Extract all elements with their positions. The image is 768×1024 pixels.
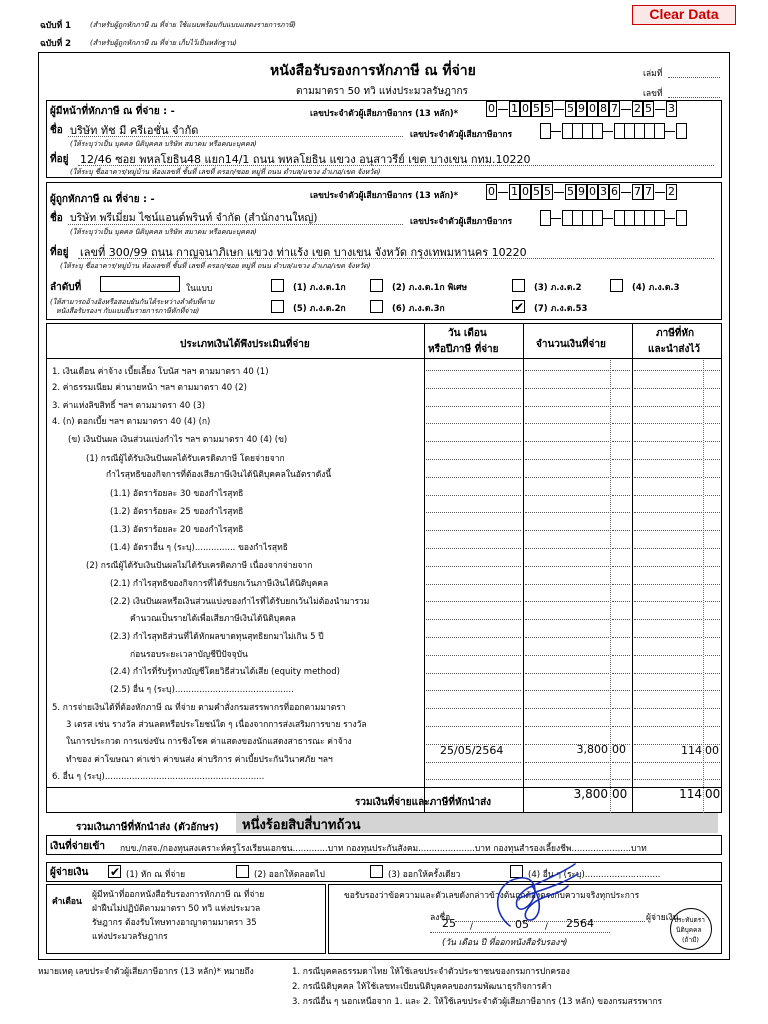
- total-label: รวมเงินที่จ่ายและภาษีที่หักนำส่ง: [355, 797, 492, 808]
- in-form-label: ในแบบ: [186, 284, 213, 294]
- table-guide-line: [612, 762, 630, 763]
- payer-type-checkbox[interactable]: [108, 865, 121, 878]
- warning-label: คำเตือน: [52, 897, 82, 907]
- form-type-checkbox[interactable]: [370, 300, 383, 313]
- income-row-label: (2.3) กำไรสุทธิส่วนที่ได้หักผลขาดทุนสุทธิยกมาไม่เกิน 5 ปี: [110, 632, 324, 642]
- taxid-digit[interactable]: 0: [488, 185, 495, 198]
- signature-icon: [480, 856, 600, 936]
- form-type-checkbox[interactable]: [271, 279, 284, 292]
- table-guide-line: [525, 512, 609, 513]
- payee-name-hint: (ให้ระบุว่าเป็น บุคคล นิติบุคคล บริษัท สมาคม หรือคณะบุคคล): [70, 228, 257, 236]
- table-guide-line: [612, 512, 630, 513]
- taxid-digit[interactable]: 7: [634, 185, 641, 198]
- form-type-option-label: (4) ภ.ง.ด.3: [632, 283, 680, 293]
- income-row-label: 2. ค่าธรรมเนียม ค่านายหน้า ฯลฯ ตามมาตรา 40 (2): [52, 383, 247, 393]
- taxid-dash: [621, 109, 631, 110]
- table-guide-line: [612, 726, 630, 727]
- taxid-dash: [621, 192, 631, 193]
- payer-sign-label: ผู้จ่ายเงิน: [646, 913, 679, 923]
- table-guide-line: [426, 601, 521, 602]
- form-type-checkbox[interactable]: [610, 279, 623, 292]
- table-guide-line: [525, 779, 609, 780]
- taxid-digit[interactable]: 6: [611, 185, 618, 198]
- cert-year[interactable]: 2564: [566, 917, 594, 930]
- table-guide-line: [634, 423, 702, 424]
- warning-line: แห่งประมวลรัษฎากร: [92, 932, 168, 942]
- table-guide-line: [426, 441, 521, 442]
- taxid-digit[interactable]: 0: [522, 102, 529, 115]
- table-guide-line: [426, 566, 521, 567]
- income-row-label: 3. ค่าแห่งลิขสิทธิ์ ฯลฯ ตามมาตรา 40 (3): [52, 401, 206, 411]
- table-guide-line: [705, 441, 720, 442]
- form-title: หนังสือรับรองการหักภาษี ณ ที่จ่าย: [270, 63, 476, 79]
- table-guide-line: [612, 548, 630, 549]
- payer-name-field[interactable]: บริษัท ทัช มี ครีเอชั่น จำกัด: [70, 124, 199, 137]
- seal-line-2: นิติบุคคล: [676, 926, 702, 934]
- col-tax-header-1: ภาษีที่หัก: [656, 328, 695, 339]
- slash-2: /: [545, 922, 548, 932]
- table-guide-line: [634, 708, 702, 709]
- taxid-digit[interactable]: 5: [544, 185, 551, 198]
- income-row-label: (ข) เงินปันผล เงินส่วนแบ่งกำไร ฯลฯ ตามมาตรา 40 (4) (ข): [68, 435, 288, 445]
- col-type-header: ประเภทเงินได้พึงประเมินที่จ่าย: [180, 339, 310, 350]
- payer-taxid-label: เลขประจำตัวผู้เสียภาษีอากร (13 หลัก)*: [310, 109, 459, 119]
- table-guide-line: [612, 601, 630, 602]
- income-row-label: คำนวณเป็นรายได้เพื่อเสียภาษีเงินได้นิติบุคคล: [130, 614, 296, 624]
- table-guide-line: [705, 370, 720, 371]
- income-row-label: กำไรสุทธิของกิจการที่ต้องเสียภาษีเงินได้นิติบุคคลในอัตราดังนี้: [106, 470, 332, 480]
- form-type-checkbox[interactable]: [370, 279, 383, 292]
- payer-address-field[interactable]: 12/46 ซอย พหลโยธิน48 แยก14/1 ถนน พหลโยธิน แขวง อนุสาวรีย์ เขต บางเขน กทม.10220: [80, 153, 531, 166]
- table-guide-line: [612, 370, 630, 371]
- payer-type-option-label: (4) อื่น ๆ (ระบุ)............................: [528, 870, 661, 880]
- table-guide-line: [426, 762, 521, 763]
- taxid2-dash: [551, 218, 561, 219]
- taxid-digit[interactable]: 3: [668, 102, 675, 115]
- table-guide-line: [705, 459, 720, 460]
- income-row-label: (2) กรณีผู้ได้รับเงินปันผลไม่ได้รับเครดิตภาษี เนื่องจากจ่ายจาก: [86, 561, 313, 571]
- payer-type-label: ผู้จ่ายเงิน: [50, 867, 89, 878]
- table-guide-line: [612, 708, 630, 709]
- table-guide-line: [426, 477, 521, 478]
- table-guide-line: [705, 388, 720, 389]
- table-guide-line: [634, 370, 702, 371]
- table-guide-line: [634, 762, 702, 763]
- table-guide-line: [634, 601, 702, 602]
- item5-amount[interactable]: 3,800: [576, 743, 608, 756]
- table-guide-line: [525, 370, 609, 371]
- table-guide-line: [705, 673, 720, 674]
- table-guide-line: [634, 655, 702, 656]
- book-no-label: เล่มที่: [643, 69, 663, 79]
- income-row-label: 6. อื่น ๆ (ระบุ)...........................................................: [52, 772, 265, 782]
- table-guide-line: [426, 459, 521, 460]
- table-guide-line: [705, 655, 720, 656]
- taxid-digit[interactable]: 0: [522, 185, 529, 198]
- table-guide-line: [525, 726, 609, 727]
- table-guide-line: [426, 423, 521, 424]
- taxid2-dash: [603, 218, 613, 219]
- words-value[interactable]: หนึ่งร้อยสิบสี่บาทถ้วน: [242, 818, 361, 833]
- table-guide-line: [525, 690, 609, 691]
- income-row-label: (2.1) กำไรสุทธิของกิจการที่ได้รับยกเว้นภาษีเงินได้นิติบุคคล: [110, 579, 329, 589]
- col-date-header-1: วัน เดือน: [448, 328, 487, 339]
- table-guide-line: [634, 548, 702, 549]
- words-label: รวมเงินภาษีที่หักนำส่ง (ตัวอักษร): [76, 822, 219, 833]
- income-row-label: (1.4) อัตราอื่น ๆ (ระบุ)............... ของกำไรสุทธิ: [110, 543, 288, 553]
- table-guide-line: [426, 726, 521, 727]
- seq-hint-1: (ให้สามารถอ้างอิงหรือสอบยันกันได้ระหว่างลำดับที่ตาม: [50, 298, 215, 306]
- fund-label: เงินที่จ่ายเข้า: [50, 841, 105, 852]
- table-guide-line: [705, 637, 720, 638]
- form-type-option-label: (7) ภ.ง.ด.53: [534, 304, 588, 314]
- payer-name-hint: (ให้ระบุว่าเป็น บุคคล นิติบุคคล บริษัท สมาคม หรือคณะบุคคล): [70, 140, 257, 148]
- table-guide-line: [426, 708, 521, 709]
- table-guide-line: [634, 637, 702, 638]
- total-tax-dec[interactable]: 00: [705, 787, 721, 801]
- table-guide-line: [634, 673, 702, 674]
- income-row-label: (2.2) เงินปันผลหรือเงินส่วนแบ่งของกำไรที่ได้รับยกเว้นไม่ต้องนำมารวม: [110, 597, 370, 607]
- table-guide-line: [705, 406, 720, 407]
- taxid2-dash: [551, 131, 561, 132]
- taxid-dash: [498, 192, 508, 193]
- payer-type-checkbox[interactable]: [370, 865, 383, 878]
- table-guide-line: [426, 388, 521, 389]
- payee-address-field[interactable]: เลขที่ 300/99 ถนน กาญจนาภิเษก แขวง ท่าแร้ง เขต บางเขน จังหวัด กรุงเทพมหานคร 10220: [80, 246, 527, 259]
- warning-line: ฝ่าฝืนไม่ปฏิบัติตามมาตรา 50 ทวิ แห่งประมวล: [92, 904, 261, 914]
- warning-line: รัษฎากร ต้องรับโทษทางอาญาตามมาตรา 35: [92, 918, 257, 928]
- table-guide-line: [612, 423, 630, 424]
- copy1-note: (สำหรับผู้ถูกหักภาษี ณ ที่จ่าย ใช้แนบพร้อมกับแบบแสดงรายการภาษี): [90, 21, 296, 29]
- taxid2-digit[interactable]: [676, 210, 687, 226]
- form-type-option-label: (3) ภ.ง.ด.2: [534, 283, 582, 293]
- taxid-dash: [554, 109, 564, 110]
- table-guide-line: [634, 388, 702, 389]
- table-guide-line: [426, 690, 521, 691]
- table-guide-line: [634, 495, 702, 496]
- taxid-digit[interactable]: 1: [511, 185, 518, 198]
- form-type-checkbox[interactable]: [271, 300, 284, 313]
- form-type-option-label: (2) ภ.ง.ด.1ก พิเศษ: [392, 283, 468, 293]
- taxid-digit[interactable]: 0: [589, 102, 596, 115]
- table-guide-line: [634, 779, 702, 780]
- taxid2-digit[interactable]: [592, 123, 603, 139]
- income-row-label: 4. (ก) ดอกเบี้ย ฯลฯ ตามมาตรา 40 (4) (ก): [52, 417, 211, 427]
- form-type-option-label: (1) ภ.ง.ด.1ก: [293, 283, 346, 293]
- taxid-digit[interactable]: 0: [488, 102, 495, 115]
- table-guide-line: [426, 370, 521, 371]
- taxid-dash: [655, 192, 665, 193]
- seq-label: ลำดับที่: [50, 282, 82, 293]
- payee-name-label: ชื่อ: [50, 213, 63, 224]
- payee-heading: ผู้ถูกหักภาษี ณ ที่จ่าย : -: [50, 194, 155, 205]
- table-guide-line: [426, 637, 521, 638]
- total-amount[interactable]: 3,800: [573, 787, 608, 801]
- table-guide-line: [525, 477, 609, 478]
- item5-tax-dec[interactable]: 00: [705, 744, 719, 757]
- table-guide-line: [426, 655, 521, 656]
- table-guide-line: [525, 495, 609, 496]
- table-guide-line: [612, 406, 630, 407]
- taxid-digit[interactable]: 5: [567, 185, 574, 198]
- payer-taxid2-label: เลขประจำตัวผู้เสียภาษีอากร: [410, 130, 513, 140]
- copy1-label: ฉบับที่ 1: [40, 21, 72, 31]
- table-guide-line: [612, 477, 630, 478]
- table-guide-line: [525, 548, 609, 549]
- payee-taxid-label: เลขประจำตัวผู้เสียภาษีอากร (13 หลัก)*: [310, 191, 459, 201]
- income-row-label: ทำของ ค่าโฆษณา ค่าเช่า ค่าขนส่ง ค่าบริการ ค่าเบี้ยประกันวินาศภัย ฯลฯ: [66, 755, 333, 765]
- table-guide-line: [612, 779, 630, 780]
- table-guide-line: [525, 619, 609, 620]
- table-guide-line: [705, 512, 720, 513]
- payer-type-option-label: (1) หัก ณ ที่จ่าย: [126, 870, 186, 880]
- table-guide-line: [612, 530, 630, 531]
- table-guide-line: [634, 530, 702, 531]
- table-guide-line: [426, 619, 521, 620]
- company-seal: [670, 908, 712, 950]
- table-guide-line: [525, 423, 609, 424]
- payee-name-field[interactable]: บริษัท พรีเมี่ยม ไซน์แอนด์พรินท์ จำกัด (สำนักงานใหญ่): [70, 212, 318, 224]
- table-guide-line: [634, 726, 702, 727]
- taxid-digit[interactable]: 5: [533, 185, 540, 198]
- table-guide-line: [705, 601, 720, 602]
- item5-tax[interactable]: 114: [681, 744, 702, 757]
- form-type-checkbox[interactable]: [512, 279, 525, 292]
- col-tax-header-2: และนำส่งไว้: [648, 344, 701, 355]
- table-guide-line: [612, 441, 630, 442]
- income-row-label: (2.4) กำไรที่รับรู้ทางบัญชีโดยวิธีส่วนได้เสีย (equity method): [110, 667, 340, 677]
- table-guide-line: [612, 495, 630, 496]
- table-guide-line: [525, 584, 609, 585]
- table-guide-line: [705, 495, 720, 496]
- income-row-label: (1.1) อัตราร้อยละ 30 ของกำไรสุทธิ: [110, 489, 244, 499]
- payer-name-label: ชื่อ: [50, 125, 63, 136]
- table-guide-line: [525, 530, 609, 531]
- income-row-label: (1.3) อัตราร้อยละ 20 ของกำไรสุทธิ: [110, 525, 244, 535]
- table-guide-line: [705, 708, 720, 709]
- table-guide-line: [705, 619, 720, 620]
- table-guide-line: [525, 637, 609, 638]
- footnote-line: 3. กรณีอื่น ๆ นอกเหนือจาก 1. และ 2. ให้ใช้เลขประจำตัวผู้เสียภาษีอากร (13 หลัก) ของกรมสรรพากร: [292, 997, 663, 1007]
- payee-address-label: ที่อยู่: [50, 247, 69, 258]
- slash-1: /: [470, 922, 473, 932]
- payer-heading: ผู้มีหน้าที่หักภาษี ณ ที่จ่าย : -: [50, 106, 175, 117]
- taxid2-digit[interactable]: [540, 210, 551, 226]
- taxid2-dash: [665, 218, 675, 219]
- taxid2-digit[interactable]: [654, 210, 665, 226]
- table-guide-line: [612, 655, 630, 656]
- footnote-line: 1. กรณีบุคคลธรรมดาไทย ให้ใช้เลขประจำตัวประชาชนของกรมการปกครอง: [292, 967, 570, 977]
- table-guide-line: [426, 406, 521, 407]
- table-guide-line: [705, 584, 720, 585]
- table-guide-line: [634, 512, 702, 513]
- income-row-label: ในการประกวด การแข่งขัน การชิงโชค ค่าแสดงของนักแสดงสาธารณะ ค่าจ้าง: [66, 737, 352, 747]
- taxid-digit[interactable]: 5: [544, 102, 551, 115]
- form-type-option-label: (6) ภ.ง.ด.3ก: [392, 304, 445, 314]
- cert-month[interactable]: 05: [515, 918, 529, 931]
- seal-line-3: (ถ้ามี): [682, 936, 699, 944]
- payer-type-checkbox[interactable]: [236, 865, 249, 878]
- date-hint: (วัน เดือน ปี ที่ออกหนังสือรับรองฯ): [442, 938, 568, 948]
- taxid-digit[interactable]: 5: [645, 102, 652, 115]
- table-guide-line: [426, 530, 521, 531]
- copy2-note: (สำหรับผู้ถูกหักภาษี ณ ที่จ่าย เก็บไว้เป็นหลักฐาน): [90, 39, 237, 47]
- table-guide-line: [634, 566, 702, 567]
- payee-taxid2-label: เลขประจำตัวผู้เสียภาษีอากร: [410, 217, 513, 227]
- taxid-dash: [498, 109, 508, 110]
- income-row-label: ก่อนรอบระยะเวลาบัญชีปีปัจจุบัน: [130, 650, 248, 660]
- table-guide-line: [705, 477, 720, 478]
- seq-hint-2: หนังสือรับรองฯ กับแบบยื่นรายการภาษีหักที่จ่าย): [56, 307, 200, 315]
- table-guide-line: [525, 655, 609, 656]
- table-guide-line: [634, 619, 702, 620]
- doc-no-label: เลขที่: [643, 89, 663, 99]
- table-guide-line: [612, 619, 630, 620]
- taxid2-digit[interactable]: [676, 123, 687, 139]
- form-type-option-label: (5) ภ.ง.ด.2ก: [293, 304, 346, 314]
- taxid-digit[interactable]: 1: [511, 102, 518, 115]
- item5-date[interactable]: 25/05/2564: [440, 744, 504, 757]
- seal-line-1: ประทับตรา: [674, 916, 705, 924]
- taxid2-dash: [603, 131, 613, 132]
- table-guide-line: [525, 601, 609, 602]
- check-icon: ✔: [110, 865, 121, 879]
- form-subtitle: ตามมาตรา 50 ทวิ แห่งประมวลรัษฎากร: [296, 86, 468, 97]
- taxid-digit[interactable]: 7: [611, 102, 618, 115]
- taxid-digit[interactable]: 9: [578, 102, 585, 115]
- table-guide-line: [612, 388, 630, 389]
- seq-input[interactable]: [100, 276, 180, 292]
- taxid-digit[interactable]: 8: [600, 102, 607, 115]
- table-guide-line: [705, 762, 720, 763]
- table-guide-line: [426, 495, 521, 496]
- table-guide-line: [705, 423, 720, 424]
- table-guide-line: [634, 441, 702, 442]
- taxid2-digit[interactable]: [592, 210, 603, 226]
- table-guide-line: [705, 548, 720, 549]
- income-row-label: (1.2) อัตราร้อยละ 25 ของกำไรสุทธิ: [110, 507, 244, 517]
- footnote-line: 2. กรณีนิติบุคคล ให้ใช้เลขทะเบียนนิติบุคคลของกรมพัฒนาธุรกิจการค้า: [292, 982, 552, 992]
- table-guide-line: [525, 762, 609, 763]
- table-guide-line: [612, 690, 630, 691]
- table-guide-line: [612, 459, 630, 460]
- table-guide-line: [612, 673, 630, 674]
- col-amount-header: จำนวนเงินที่จ่าย: [536, 339, 606, 350]
- total-tax[interactable]: 114: [679, 787, 702, 801]
- table-guide-line: [525, 673, 609, 674]
- total-amount-dec[interactable]: 00: [612, 787, 628, 801]
- taxid2-dash: [665, 131, 675, 132]
- taxid-digit[interactable]: 5: [567, 102, 574, 115]
- income-row-label: (1) กรณีผู้ได้รับเงินปันผลได้รับเครดิตภาษี โดยจ่ายจาก: [86, 454, 285, 464]
- payer-type-option-label: (2) ออกให้ตลอดไป: [254, 870, 325, 880]
- payer-address-label: ที่อยู่: [50, 154, 69, 165]
- table-guide-line: [525, 388, 609, 389]
- payer-type-option-label: (3) ออกให้ครั้งเดียว: [388, 870, 461, 880]
- table-guide-line: [525, 406, 609, 407]
- table-guide-line: [612, 637, 630, 638]
- payee-address-hint: (ให้ระบุ ชื่ออาคาร/หมู่บ้าน ห้องเลขที่ ชั้นที่ เลขที่ ตรอก/ซอย หมู่ที่ ถนน ตำบล/แขวง อำเภอ/เขต จังหวัด): [60, 262, 371, 270]
- col-date-header-2: หรือปีภาษี ที่จ่าย: [428, 344, 499, 355]
- table-guide-line: [705, 690, 720, 691]
- taxid-dash: [554, 192, 564, 193]
- table-guide-line: [634, 690, 702, 691]
- table-guide-line: [426, 673, 521, 674]
- warning-line: ผู้มีหน้าที่ออกหนังสือรับรองการหักภาษี ณ ที่จ่าย: [92, 890, 265, 900]
- cert-day[interactable]: 25: [442, 917, 456, 930]
- taxid-digit[interactable]: 5: [533, 102, 540, 115]
- clear-data-button[interactable]: Clear Data: [632, 5, 736, 25]
- table-guide-line: [612, 584, 630, 585]
- fund-text: กบข./กสจ./กองทุนสงเคราะห์ครูโรงเรียนเอกชน.............บาท กองทุนประกันสังคม.....................บาท กองทุนสำรองเลี้ยงชีพ......................บาท: [120, 844, 647, 854]
- taxid-digit[interactable]: 7: [645, 185, 652, 198]
- taxid2-digit[interactable]: [540, 123, 551, 139]
- sign-label: ลงชื่อ: [430, 913, 451, 923]
- table-guide-line: [612, 566, 630, 567]
- income-row-label: (2.5) อื่น ๆ (ระบุ)............................................: [110, 685, 294, 695]
- certify-text: ขอรับรองว่าข้อความและตัวเลขดังกล่าวข้างต้นถูกต้องตรงกับความจริงทุกประการ: [344, 891, 640, 901]
- table-guide-line: [426, 584, 521, 585]
- taxid-digit[interactable]: 9: [578, 185, 585, 198]
- table-guide-line: [525, 441, 609, 442]
- footnote-label: หมายเหตุ เลขประจำตัวผู้เสียภาษีอากร (13 หลัก)* หมายถึง: [38, 967, 254, 977]
- table-guide-line: [426, 548, 521, 549]
- taxid-dash: [655, 109, 665, 110]
- table-guide-line: [705, 779, 720, 780]
- table-guide-line: [634, 459, 702, 460]
- table-guide-line: [426, 512, 521, 513]
- table-guide-line: [525, 708, 609, 709]
- table-guide-line: [705, 566, 720, 567]
- table-guide-line: [634, 477, 702, 478]
- taxid-digit[interactable]: 2: [634, 102, 641, 115]
- table-guide-line: [634, 584, 702, 585]
- income-row-label: 1. เงินเดือน ค่าจ้าง เบี้ยเลี้ยง โบนัส ฯลฯ ตามมาตรา 40 (1): [52, 367, 269, 377]
- copy2-label: ฉบับที่ 2: [40, 39, 72, 49]
- table-guide-line: [525, 459, 609, 460]
- table-guide-line: [426, 779, 521, 780]
- payer-address-hint: (ให้ระบุ ชื่ออาคาร/หมู่บ้าน ห้องเลขที่ ชั้นที่ เลขที่ ตรอก/ซอย หมู่ที่ ถนน ตำบล/แขวง อำเภอ/เขต จังหวัด): [70, 168, 381, 176]
- table-guide-line: [525, 566, 609, 567]
- check-icon: ✔: [514, 300, 525, 314]
- table-guide-line: [705, 530, 720, 531]
- income-row-label: 5. การจ่ายเงินได้ที่ต้องหักภาษี ณ ที่จ่าย ตามคำสั่งกรมสรรพากรที่ออกตามมาตรา: [52, 703, 346, 713]
- taxid-digit[interactable]: 3: [600, 185, 607, 198]
- table-guide-line: [634, 406, 702, 407]
- taxid-digit[interactable]: 2: [668, 185, 675, 198]
- taxid-digit[interactable]: 0: [589, 185, 596, 198]
- taxid2-digit[interactable]: [654, 123, 665, 139]
- income-row-label: 3 เตรส เช่น รางวัล ส่วนลดหรือประโยชน์ใด ๆ เนื่องจากการส่งเสริมการขาย รางวัล: [66, 720, 367, 730]
- form-type-checkbox[interactable]: [512, 300, 525, 313]
- item5-amount-dec[interactable]: 00: [612, 743, 626, 756]
- table-guide-line: [705, 726, 720, 727]
